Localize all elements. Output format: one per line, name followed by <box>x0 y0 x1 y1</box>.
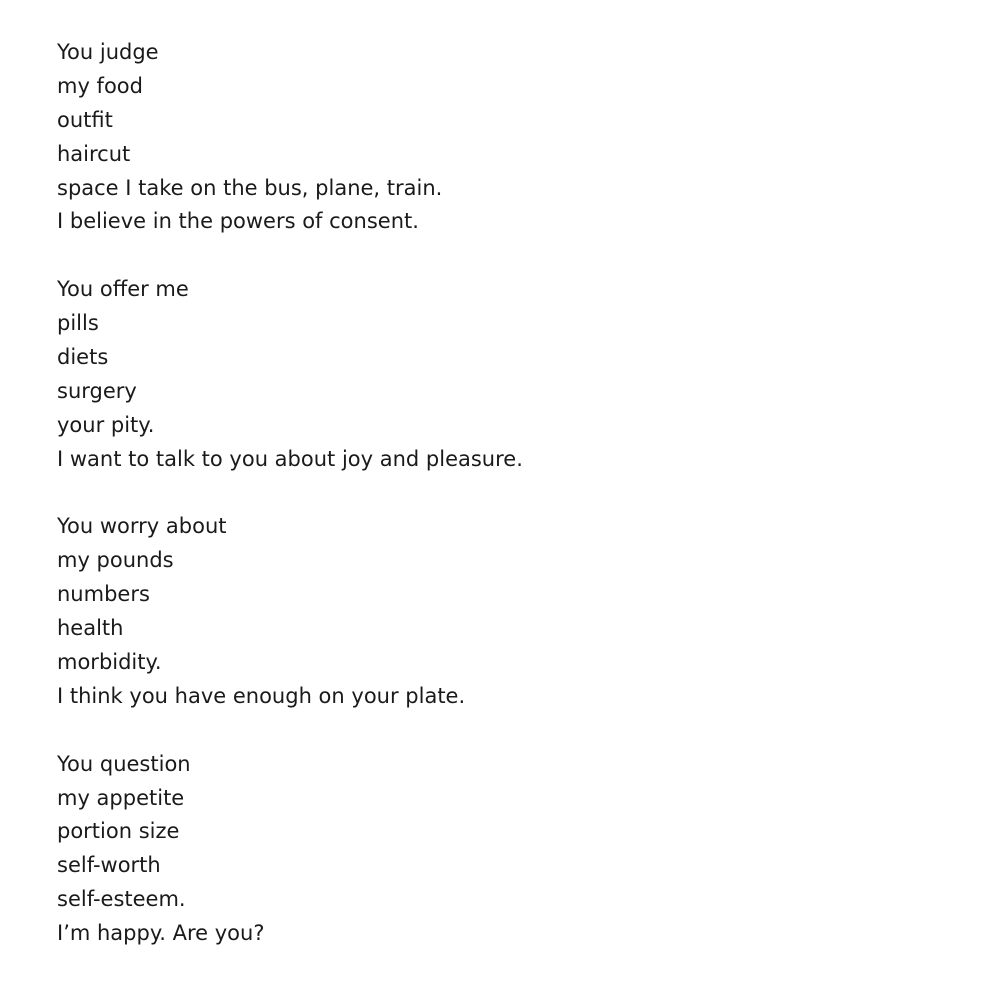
stanza-2 <box>57 273 957 476</box>
poem-line: diets <box>57 345 109 370</box>
poem-line: You question <box>57 751 191 776</box>
poem-line: self-worth <box>57 853 161 878</box>
poem-line: I want to talk to you about joy and pleasure. <box>57 446 523 471</box>
poem-line: self-esteem. <box>57 887 186 912</box>
poem-line: morbidity. <box>57 650 162 675</box>
poem <box>57 36 957 951</box>
poem-line: I’m happy. Are you? <box>57 921 265 946</box>
poem-line: portion size <box>57 819 180 844</box>
poem-line: You offer me <box>57 277 189 302</box>
poem-line: my food <box>57 73 143 98</box>
poem-line: pills <box>57 311 99 336</box>
poem-line: my appetite <box>57 785 185 810</box>
poem-line: health <box>57 616 124 641</box>
stanza-4 <box>57 748 957 951</box>
poem-line: I think you have enough on your plate. <box>57 683 466 708</box>
poem-line: surgery <box>57 378 137 403</box>
stanza-3 <box>57 510 957 713</box>
poem-line: numbers <box>57 582 150 607</box>
poem-line: your pity. <box>57 412 155 437</box>
poem-line: You worry about <box>57 514 227 539</box>
poem-line: haircut <box>57 141 131 166</box>
poem-line: space I take on the bus, plane, train. <box>57 175 443 200</box>
poem-line: I believe in the powers of consent. <box>57 209 419 234</box>
poem-line: my pounds <box>57 548 174 573</box>
stanza-1 <box>57 36 957 239</box>
poem-line: You judge <box>57 40 159 64</box>
poem-line: outfit <box>57 107 113 132</box>
